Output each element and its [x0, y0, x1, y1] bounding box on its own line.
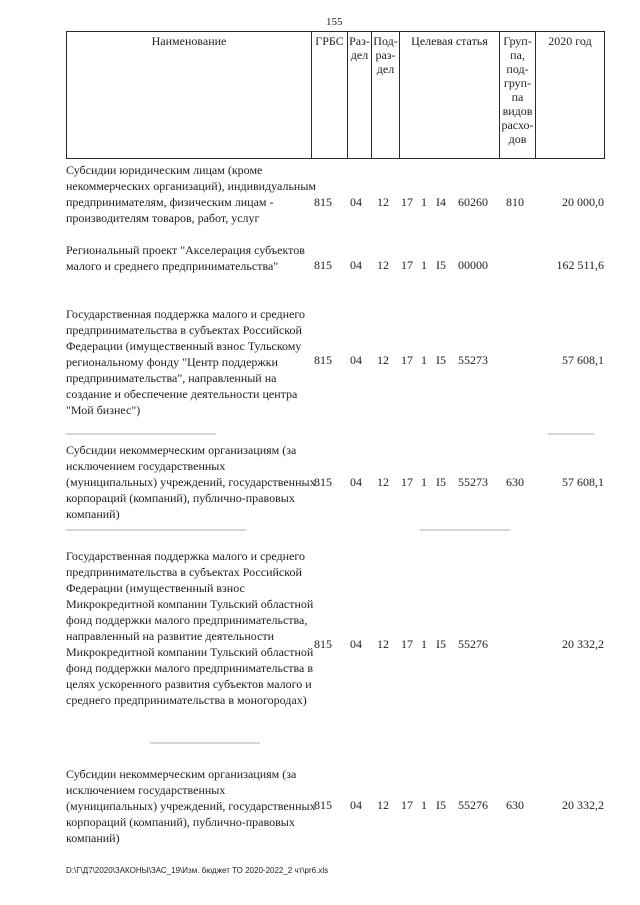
row-article-subprogram: 1	[421, 798, 427, 812]
row-article-project: I4	[436, 195, 446, 209]
row-article-project: I5	[436, 475, 446, 489]
row-article-subprogram: 1	[421, 258, 427, 272]
header-year: 2020 год	[535, 31, 605, 159]
header-razdel: Раз-дел	[347, 31, 371, 159]
row-grbs: 815	[314, 798, 332, 812]
row-podrazdel: 12	[377, 195, 389, 209]
row-razdel: 04	[350, 258, 362, 272]
row-article-code: 60260	[458, 195, 488, 209]
scan-artifact	[420, 529, 510, 531]
row-name: Региональный проект "Акселерация субъектов малого и среднего предпринимательства"	[66, 243, 305, 273]
scan-artifact	[66, 529, 246, 531]
scan-artifact	[150, 742, 260, 744]
row-podrazdel: 12	[377, 353, 389, 367]
header-podrazdel: Под-раз-дел	[371, 31, 399, 159]
row-article-project: I5	[436, 353, 446, 367]
row-grbs: 815	[314, 353, 332, 367]
row-name: Государственная поддержка малого и среднего предпринимательства в субъектах Российской Федерации (имущественный взнос Тульскому региональному фонду "Центр поддержки предпринимательства", направленный на создание и обеспечение деятельности центра "Мой бизнес")	[66, 307, 306, 417]
row-name: Субсидии некоммерческим организациям (за исключением государственных (муниципальных) учреждений, государственных корпораций (компаний), публично-правовых компаний)	[66, 443, 316, 521]
row-article-code: 55276	[458, 798, 488, 812]
row-grbs: 815	[314, 637, 332, 651]
row-sum: 20 332,2	[562, 637, 604, 651]
row-name: Субсидии юридическим лицам (кроме некоммерческих организаций), индивидуальным предпринимателям, физическим лицам - производителям товаров, работ, услуг	[66, 163, 316, 225]
row-article-subprogram: 1	[421, 195, 427, 209]
row-razdel: 04	[350, 798, 362, 812]
row-article-code: 55273	[458, 475, 488, 489]
row-podrazdel: 12	[377, 637, 389, 651]
row-article-program: 17	[401, 195, 413, 209]
row-article-program: 17	[401, 798, 413, 812]
row-razdel: 04	[350, 353, 362, 367]
row-article-code: 00000	[458, 258, 488, 272]
row-razdel: 04	[350, 195, 362, 209]
row-sum: 162 511,6	[556, 258, 604, 272]
row-expense-type: 810	[506, 195, 524, 209]
page-number: 155	[326, 16, 343, 28]
row-sum: 20 000,0	[562, 195, 604, 209]
row-grbs: 815	[314, 195, 332, 209]
row-article-subprogram: 1	[421, 475, 427, 489]
row-expense-type: 630	[506, 475, 524, 489]
row-article-program: 17	[401, 637, 413, 651]
row-sum: 20 332,2	[562, 798, 604, 812]
row-grbs: 815	[314, 475, 332, 489]
row-name: Субсидии некоммерческим организациям (за исключением государственных (муниципальных) учреждений, государственных корпораций (компаний), публично-правовых компаний)	[66, 767, 316, 845]
row-article-project: I5	[436, 637, 446, 651]
row-article-program: 17	[401, 353, 413, 367]
row-article-code: 55276	[458, 637, 488, 651]
header-name: Наименование	[66, 31, 311, 159]
header-grbs: ГРБС	[311, 31, 347, 159]
scan-artifact	[66, 433, 216, 435]
row-article-project: I5	[436, 258, 446, 272]
row-grbs: 815	[314, 258, 332, 272]
row-article-project: I5	[436, 798, 446, 812]
row-article-code: 55273	[458, 353, 488, 367]
row-podrazdel: 12	[377, 798, 389, 812]
row-sum: 57 608,1	[562, 353, 604, 367]
row-sum: 57 608,1	[562, 475, 604, 489]
header-expense-type: Груп-па, под-груп-па видов расхо-дов	[499, 31, 535, 159]
row-razdel: 04	[350, 637, 362, 651]
file-path-footer: D:\Г\Д7\2020\ЗАКОНЫ\ЗАС_19\Изм. бюджет ТО 2020-2022_2 чт\pr6.xls	[66, 866, 329, 875]
row-article-subprogram: 1	[421, 353, 427, 367]
row-razdel: 04	[350, 475, 362, 489]
row-expense-type: 630	[506, 798, 524, 812]
row-article-program: 17	[401, 258, 413, 272]
row-podrazdel: 12	[377, 258, 389, 272]
scan-artifact	[548, 433, 594, 435]
row-podrazdel: 12	[377, 475, 389, 489]
header-target-article: Целевая статья	[399, 31, 499, 159]
row-article-subprogram: 1	[421, 637, 427, 651]
row-article-program: 17	[401, 475, 413, 489]
row-name: Государственная поддержка малого и среднего предпринимательства в субъектах Российской Федерации (имущественный взнос Микрокредитной компании Тульский областной фонд поддержки малого предпринимательства, направленный на развитие деятельности Микрокредитной компании Тульский областной фонд поддержки малого предпринимательства в целях ускоренного развития субъектов малого и среднего предпринимательства в моногородах)	[66, 549, 314, 707]
